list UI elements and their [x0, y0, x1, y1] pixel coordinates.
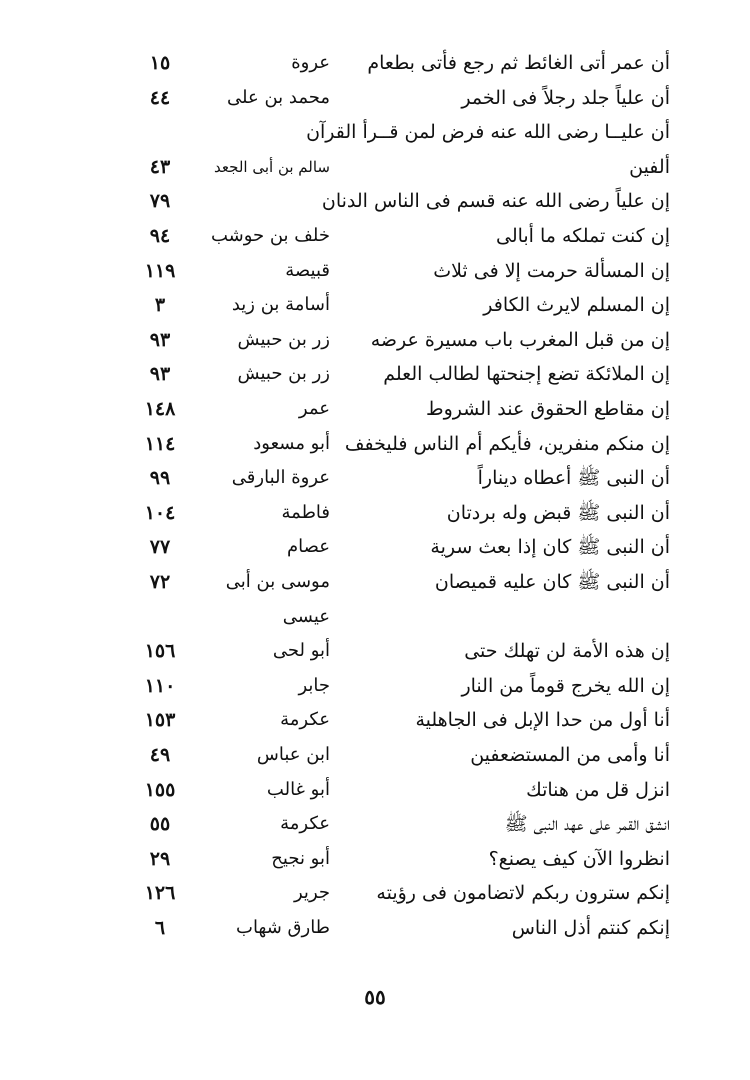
- narrator-name: عروة البارقى: [231, 467, 330, 489]
- page-reference: ٦: [154, 917, 166, 939]
- hadith-opening-text: إنكم سترون ربكم لاتضامون فى رؤيته: [376, 882, 670, 905]
- page-reference: ٥٥: [149, 813, 171, 836]
- page-reference: ٤٣: [149, 155, 171, 178]
- hadith-opening-text: أن النبى ﷺ كان إذا بعث سرية: [430, 536, 670, 559]
- hadith-opening-text: إن علياً رضى الله عنه قسم فى الناس الدنان: [321, 190, 670, 213]
- narrator-name: أبو لحى: [272, 640, 330, 662]
- index-row: [0, 565, 750, 599]
- hadith-opening-text: أن عمر أتى الغائط ثم رجع فأتى بطعام: [367, 52, 670, 74]
- narrator-name: عصام: [287, 536, 330, 558]
- page-reference: ١٤٨: [144, 398, 176, 420]
- narrator-name: طارق شهاب: [236, 917, 330, 938]
- page-reference: ١١٤: [144, 432, 176, 455]
- page-reference: ١١٩: [144, 259, 176, 282]
- narrator-name: أسامة بن زيد: [231, 294, 330, 316]
- index-row: [0, 807, 750, 841]
- narrator-name: خلف بن حوشب: [210, 225, 330, 246]
- index-row: [0, 323, 750, 357]
- page-reference: ٤٤: [149, 86, 171, 109]
- hadith-opening-text: ألفين: [629, 155, 670, 178]
- page-reference: ٩٣: [149, 363, 171, 386]
- page-reference: ٩٣: [149, 328, 171, 351]
- page-number: ٥٥: [364, 985, 386, 1009]
- narrator-name: سالم بن أبى الجعد: [214, 157, 330, 176]
- page-reference: ٩٤: [149, 225, 171, 247]
- hadith-opening-text: انظروا الآن كيف يصنع؟: [488, 847, 670, 870]
- hadith-opening-text: إن الله يخرج قوماً من النار: [461, 674, 670, 697]
- index-row: [0, 496, 750, 530]
- page-reference: ١٠٤: [144, 501, 176, 524]
- narrator-name: زر بن حبيش: [237, 328, 330, 350]
- hadith-opening-text: إن منكم منفرين، فأيكم أم الناس فليخفف: [344, 432, 670, 455]
- hadith-opening-text: إن المسألة حرمت إلا فى ثلاث: [433, 259, 670, 282]
- index-row: [0, 703, 750, 737]
- narrator-name: محمد بن على: [227, 86, 330, 108]
- index-row: [0, 669, 750, 703]
- index-row: [0, 115, 750, 149]
- hadith-opening-text: إنكم كنتم أذل الناس: [511, 917, 670, 939]
- index-row: [0, 254, 750, 288]
- page-reference: ١٥٣: [144, 709, 176, 732]
- index-row: [0, 911, 750, 945]
- index-row: [0, 842, 750, 876]
- hadith-opening-text: إن كنت تملكه ما أبالى: [495, 225, 670, 247]
- narrator-name: زر بن حبيش: [237, 363, 330, 385]
- hadith-opening-text: إن هذه الأمة لن تهلك حتى: [464, 640, 670, 663]
- index-row: [0, 184, 750, 218]
- index-row: [0, 738, 750, 772]
- hadith-opening-text: انزل قل من هناتك: [526, 778, 670, 801]
- index-row: [0, 150, 750, 184]
- narrator-name: عروة: [291, 52, 330, 73]
- narrator-name: قبيصة: [285, 259, 330, 281]
- index-row: [0, 530, 750, 564]
- narrator-name: موسى بن أبى: [225, 571, 330, 592]
- page-reference: ١٥: [149, 52, 171, 74]
- hadith-opening-text: أن النبى ﷺ كان عليه قميصان: [434, 571, 670, 593]
- index-row: [0, 288, 750, 322]
- index-row: [0, 773, 750, 807]
- page-reference: ٤٩: [149, 744, 171, 766]
- page-reference: ٧٩: [149, 190, 171, 213]
- narrator-name: عيسى: [282, 605, 330, 627]
- page-reference: ٢٩: [149, 847, 171, 870]
- hadith-opening-text: إن من قبل المغرب باب مسيرة عرضه: [370, 328, 670, 351]
- hadith-opening-text: إن مقاطع الحقوق عند الشروط: [426, 398, 670, 420]
- page-reference: ٧٢: [149, 571, 171, 593]
- page-reference: ٩٩: [149, 467, 171, 490]
- index-row: [0, 219, 750, 253]
- index-row: [0, 876, 750, 910]
- hadith-opening-text: أنا أول من حدا الإبل فى الجاهلية: [415, 709, 670, 732]
- index-row: [0, 46, 750, 80]
- page-reference: ١١٠: [144, 674, 176, 697]
- narrator-name: فاطمة: [281, 501, 330, 523]
- narrator-name: عكرمة: [280, 813, 330, 835]
- hadith-opening-text: انشق القمر على عهد النبى ﷺ: [504, 813, 670, 836]
- index-row: [0, 427, 750, 461]
- index-row: [0, 357, 750, 391]
- index-row: [0, 81, 750, 115]
- hadith-opening-text: إن المسلم لايرث الكافر: [483, 294, 670, 317]
- hadith-opening-text: أن عليــا رضى الله عنه فرض لمن قــرأ القرآن: [306, 121, 670, 144]
- index-row: [0, 634, 750, 668]
- narrator-name: أبو نجيح: [271, 847, 330, 869]
- narrator-name: عمر: [298, 398, 330, 419]
- index-row: [0, 392, 750, 426]
- index-row: [0, 600, 750, 634]
- narrator-name: أبو مسعود: [253, 432, 330, 454]
- narrator-name: عكرمة: [280, 709, 330, 731]
- narrator-name: جابر: [298, 674, 330, 696]
- page-reference: ٧٧: [149, 536, 171, 559]
- hadith-opening-text: أنا وأمى من المستضعفين: [470, 744, 670, 766]
- index-row: [0, 461, 750, 495]
- hadith-opening-text: أن النبى ﷺ قبض وله بردتان: [446, 501, 670, 524]
- narrator-name: أبو غالب: [266, 778, 330, 800]
- hadith-opening-text: أن النبى ﷺ أعطاه ديناراً: [477, 467, 670, 490]
- page-reference: ١٥٦: [144, 640, 176, 663]
- page-reference: ١٢٦: [144, 882, 176, 905]
- hadith-opening-text: إن الملائكة تضع إجنحتها لطالب العلم: [383, 363, 670, 386]
- narrator-name: ابن عباس: [256, 744, 330, 765]
- hadith-opening-text: أن علياً جلد رجلاً فى الخمر: [461, 86, 670, 109]
- narrator-name: جرير: [294, 882, 330, 904]
- page-reference: ٣: [154, 294, 166, 317]
- page-reference: ١٥٥: [144, 778, 176, 801]
